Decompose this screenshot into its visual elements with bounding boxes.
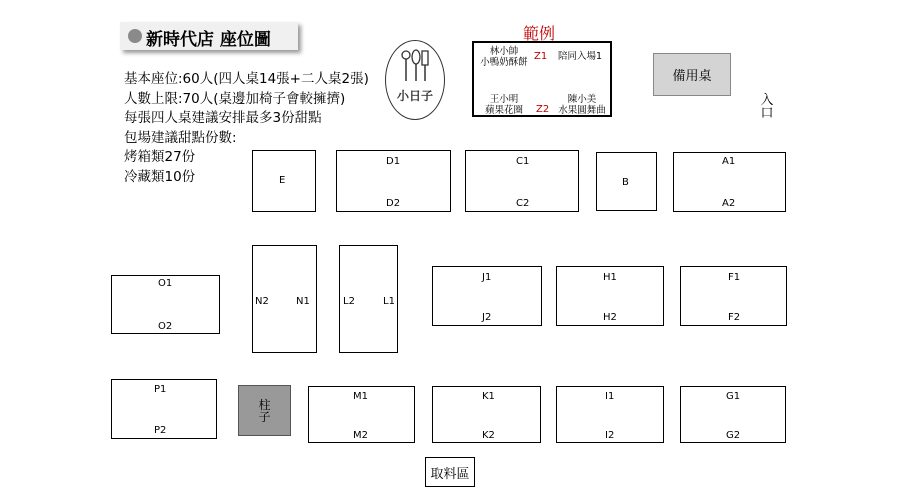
legend-z2-name: 王小明: [489, 94, 519, 105]
legend-z2-partner: [554, 94, 610, 116]
seat-label: I1: [605, 391, 615, 402]
seating-info: [124, 70, 369, 187]
table-c: [465, 150, 579, 212]
table-l: [339, 245, 398, 353]
seat-label: F2: [728, 312, 741, 323]
legend-z2-partner-name: 陳小美: [567, 94, 597, 105]
seat-label: H2: [603, 312, 617, 323]
seat-label: J2: [482, 312, 492, 323]
legend-z1-note: 陪同入場1: [558, 51, 603, 62]
seat-label: L2: [343, 296, 355, 307]
table-i: [556, 386, 664, 443]
table-j: [432, 266, 542, 326]
seat-label: B: [622, 177, 629, 188]
table-h: [556, 266, 664, 326]
info-line-dessert-per-table: 每張四人桌建議安排最多3份甜點: [124, 110, 322, 126]
table-m: [308, 386, 415, 443]
table-g: [680, 386, 786, 443]
bullet-dot-icon: [128, 29, 142, 43]
pillar-label: 柱子: [258, 397, 271, 424]
legend-z2-guest: [478, 94, 530, 116]
info-line-oven: 烤箱類27份: [124, 149, 196, 165]
seat-label: L1: [383, 296, 395, 307]
info-line-chilled: 冷藏類10份: [124, 168, 196, 185]
table-p: [111, 379, 217, 439]
seat-label: C2: [516, 198, 530, 209]
seat-label: H1: [603, 272, 617, 283]
pickup-area: 取料區: [425, 457, 475, 487]
legend-z1-dessert: 小鴨奶酥餅: [480, 57, 528, 68]
info-line-dessert-heading: 包場建議甜點份數:: [124, 129, 237, 146]
seat-label: P2: [154, 425, 167, 436]
table-a: [673, 152, 786, 212]
kitchen-tools-icon: [386, 41, 444, 119]
pillar: [238, 385, 291, 436]
info-line-limit: 人數上限:70人(桌邊加椅子會較擁擠): [124, 90, 346, 107]
seat-label: I2: [605, 430, 615, 441]
seat-label: M1: [353, 391, 368, 402]
legend-z2-partner-dessert: 水果圓舞曲: [558, 105, 606, 116]
info-line-capacity: 基本座位:60人(四人桌14張+二人桌2張): [124, 71, 369, 87]
seat-label: N2: [255, 296, 269, 307]
table-e: [252, 150, 316, 212]
seat-label: M2: [353, 430, 368, 441]
legend-z2-code: Z2: [536, 104, 550, 115]
seat-label: J1: [482, 272, 492, 283]
seat-label: K1: [482, 391, 495, 402]
seat-label: N1: [296, 296, 310, 307]
table-o: [111, 275, 220, 334]
title-box: [120, 22, 298, 50]
legend-z2-dessert: 蘋果花圈: [484, 105, 523, 116]
seat-label: O1: [158, 278, 173, 289]
shop-logo: [385, 40, 445, 120]
seat-label: D1: [386, 156, 401, 167]
seat-label: O2: [158, 321, 173, 332]
seat-label: A2: [722, 198, 736, 209]
seat-label: E: [279, 175, 286, 186]
table-f: [680, 266, 787, 326]
table-b: [596, 152, 657, 211]
seat-label: D2: [386, 198, 401, 209]
spare-table: 備用桌: [653, 53, 731, 96]
legend-z1-name: 林小帥: [489, 46, 519, 57]
seat-label: P1: [154, 384, 167, 395]
table-k: [432, 386, 541, 443]
seat-label: F1: [728, 272, 741, 283]
logo-text: 小日子: [396, 89, 433, 103]
legend-z1-guest: [478, 46, 530, 68]
legend-title: 範例: [523, 24, 556, 43]
seat-label: G1: [726, 391, 741, 402]
seat-label: G2: [726, 430, 741, 441]
seat-label: A1: [722, 156, 736, 167]
table-d: [336, 150, 451, 212]
entrance-label: 入口: [760, 93, 774, 121]
legend-box: [472, 41, 612, 117]
seat-label: C1: [516, 156, 530, 167]
seat-label: K2: [482, 430, 495, 441]
page-title: 新時代店 座位圖: [146, 30, 271, 50]
table-n: [252, 245, 317, 353]
legend-z1-code: Z1: [534, 51, 548, 62]
